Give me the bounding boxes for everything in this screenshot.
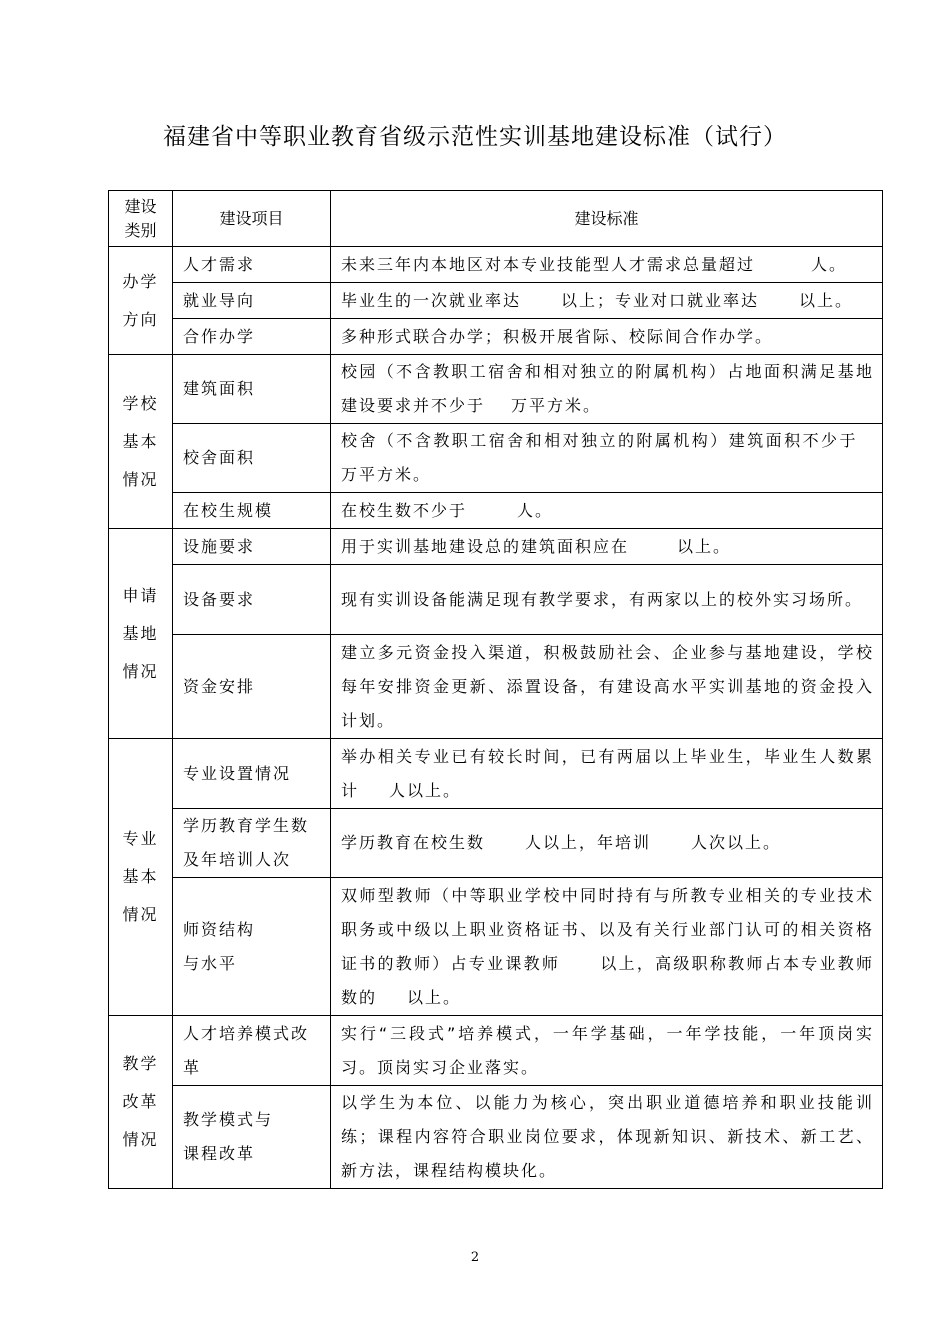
item-cell: 建筑面积 <box>173 355 331 424</box>
table-row <box>109 878 883 1016</box>
standard-cell <box>331 1016 883 1086</box>
item-cell: 学历教育学生数及年培训人次 <box>173 809 331 878</box>
item-cell: 校舍面积 <box>173 424 331 493</box>
table-row <box>109 1016 883 1086</box>
page-title: 福建省中等职业教育省级示范性实训基地建设标准（试行） <box>163 124 787 150</box>
standard-text: 万平方米。 <box>511 396 602 415</box>
item-cell: 设备要求 <box>173 565 331 635</box>
item-cell: 专业设置情况 <box>173 739 331 809</box>
standard-text: 多种形式联合办学；积极开展省际、校际间合作办学。 <box>341 326 774 346</box>
standard-text: 校园（不含教职工宿舍和相对独立的附属机构）占地面积满足基地建设要求并不少于 <box>341 362 874 415</box>
item-line: 课程改革 <box>183 1144 256 1163</box>
item-cell: 人才培养模式改革 <box>173 1016 331 1086</box>
standard-text: 建立多元资金投入渠道，积极鼓励社会、企业参与基地建设，学校每年安排资金更新、添置设备，有建设高水平实训基地的资金投入计划。 <box>341 642 874 730</box>
category-line: 专业 <box>122 829 159 848</box>
standard-cell <box>331 283 883 319</box>
header-category-line: 类别 <box>124 220 157 240</box>
category-line: 方向 <box>122 309 159 329</box>
category-cell <box>109 739 173 1016</box>
standard-cell <box>331 529 883 565</box>
standard-text: 在校生数不少于 <box>341 500 468 520</box>
item-cell: 在校生规模 <box>173 493 331 529</box>
item-cell <box>173 1086 331 1189</box>
standard-text: 万平方米。 <box>341 465 432 484</box>
category-line: 改革 <box>122 1092 159 1111</box>
standard-cell <box>331 319 883 355</box>
category-line: 基本 <box>122 867 159 886</box>
standard-text: 现有实训设备能满足现有教学要求，有两家以上的校外实习场所。 <box>341 589 864 609</box>
standards-table <box>108 190 883 1189</box>
standard-text: 双师型教师（中等职业学校中同时持有与所教专业相关的专业技术职务或中级以上职业资格证书、以及有关行业部门认可的相关资格证书的教师）占专业课教师 <box>341 885 874 973</box>
table-row <box>109 355 883 424</box>
standard-text: 实行“三段式”培养模式，一年学基础，一年学技能，一年顶岗实习。顶岗实习企业落实。 <box>341 1023 874 1077</box>
category-cell <box>109 355 173 529</box>
category-line: 基本 <box>122 431 159 451</box>
standard-cell <box>331 739 883 809</box>
table-row <box>109 319 883 355</box>
table-header-row <box>109 191 883 247</box>
category-line: 情况 <box>122 469 159 489</box>
standard-text: 以上。 <box>677 536 732 556</box>
standard-cell <box>331 809 883 878</box>
item-cell: 设施要求 <box>173 529 331 565</box>
table-row <box>109 1086 883 1189</box>
item-cell: 资金安排 <box>173 635 331 739</box>
table-row <box>109 809 883 878</box>
table-row <box>109 529 883 565</box>
category-line: 办学 <box>122 271 159 291</box>
category-line: 情况 <box>122 1130 159 1149</box>
table-row <box>109 493 883 529</box>
header-standard: 建设标准 <box>331 191 883 247</box>
item-cell: 合作办学 <box>173 319 331 355</box>
standard-text: 以上。 <box>799 290 854 310</box>
standard-text: 毕业生的一次就业率达 <box>341 290 522 310</box>
standard-text: 校舍（不含教职工宿舍和相对独立的附属机构）建筑面积不少于 <box>341 431 858 450</box>
item-line: 与水平 <box>183 953 238 973</box>
header-category <box>109 191 173 247</box>
standard-cell <box>331 1086 883 1189</box>
standard-text: 人以上，年培训 <box>525 833 652 852</box>
standard-cell <box>331 493 883 529</box>
standard-text: 以学生为本位、以能力为核心，突出职业道德培养和职业技能训练；课程内容符合职业岗位要求，体现新知识、新技术、新工艺、新方法，课程结构模块化。 <box>341 1093 874 1180</box>
standard-cell <box>331 424 883 493</box>
standard-text: 举办相关专业已有较长时间，已有两届以上毕业生，毕业生人数累计 <box>341 746 874 800</box>
category-line: 基地 <box>122 623 159 643</box>
header-item: 建设项目 <box>173 191 331 247</box>
item-cell: 就业导向 <box>173 283 331 319</box>
table-row <box>109 424 883 493</box>
table-row <box>109 565 883 635</box>
category-line: 情况 <box>122 905 159 924</box>
table-row <box>109 635 883 739</box>
standard-text: 以上；专业对口就业率达 <box>561 290 760 310</box>
category-cell <box>109 1016 173 1189</box>
table-row <box>109 247 883 283</box>
header-category-line: 建设 <box>124 196 157 216</box>
standard-cell <box>331 878 883 1016</box>
standard-text: 学历教育在校生数 <box>341 833 486 852</box>
table-row <box>109 739 883 809</box>
category-line: 教学 <box>122 1054 159 1073</box>
item-cell <box>173 878 331 1016</box>
standard-text: 人以上。 <box>389 780 462 800</box>
standard-cell <box>331 247 883 283</box>
table-row <box>109 283 883 319</box>
standard-text: 用于实训基地建设总的建筑面积应在 <box>341 536 630 556</box>
category-line: 学校 <box>122 393 159 413</box>
category-cell <box>109 247 173 355</box>
standard-text: 以上，高级职称教师占本专业教师数的 <box>341 953 874 1007</box>
page-number: 2 <box>470 1250 480 1265</box>
category-cell <box>109 529 173 739</box>
standard-text: 未来三年内本地区对本专业技能型人才需求总量超过 <box>341 254 756 274</box>
standard-text: 人。 <box>811 254 848 274</box>
standard-text: 人次以上。 <box>691 833 782 852</box>
standard-text: 人。 <box>517 500 554 520</box>
item-line: 师资结构 <box>183 919 256 939</box>
category-line: 申请 <box>122 585 159 605</box>
standard-text: 以上。 <box>407 987 462 1007</box>
category-line: 情况 <box>122 661 159 681</box>
standard-cell <box>331 565 883 635</box>
standard-cell <box>331 635 883 739</box>
item-cell: 人才需求 <box>173 247 331 283</box>
item-line: 教学模式与 <box>183 1110 274 1129</box>
standard-cell <box>331 355 883 424</box>
